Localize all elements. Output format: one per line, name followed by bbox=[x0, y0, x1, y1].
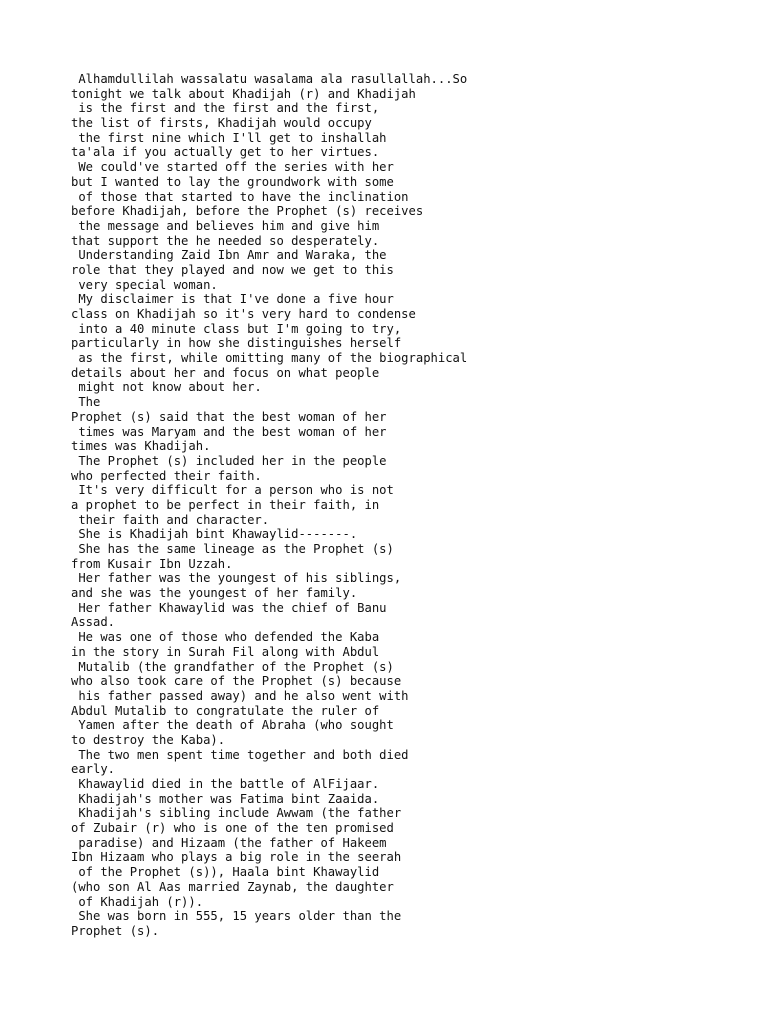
text-line: of Khadijah (r)). bbox=[71, 894, 204, 909]
text-line: the list of firsts, Khadijah would occupy bbox=[71, 116, 372, 131]
text-line: very special woman. bbox=[71, 277, 218, 292]
text-line: a prophet to be perfect in their faith, in bbox=[71, 497, 380, 512]
text-line: class on Khadijah so it's very hard to condense bbox=[71, 307, 416, 321]
text-line: Khadijah's sibling include Awwam (the father bbox=[71, 806, 402, 821]
text-line: in the story in Surah Fil along with Abdul bbox=[71, 644, 380, 659]
text-line: as the first, while omitting many of the biographical bbox=[71, 351, 468, 366]
text-line: role that they played and now we get to this bbox=[71, 262, 394, 277]
text-line: is the first and the first and the first, bbox=[71, 101, 380, 116]
text-line: The two men spent time together and both died bbox=[71, 747, 409, 762]
text-line: paradise) and Hizaam (the father of Hakeem bbox=[71, 835, 387, 850]
text-line: The Prophet (s) included her in the people bbox=[71, 453, 387, 468]
text-line: Mutalib (the grandfather of the Prophet (s) bbox=[71, 659, 394, 674]
text-line: early. bbox=[71, 762, 116, 777]
text-line: of Zubair (r) who is one of the ten promised bbox=[71, 821, 394, 836]
text-line: the first nine which I'll get to inshallah bbox=[71, 130, 387, 145]
text-line: ta'ala if you actually get to her virtues. bbox=[71, 145, 380, 160]
text-line: He was one of those who defended the Kaba bbox=[71, 630, 380, 645]
text-line: Ibn Hizaam who plays a big role in the seerah bbox=[71, 850, 402, 865]
text-line: Prophet (s). bbox=[71, 923, 160, 938]
text-line: She was born in 555, 15 years older than the bbox=[71, 909, 402, 924]
text-line: Khadijah's mother was Fatima bint Zaaida. bbox=[71, 791, 380, 806]
text-line: particularly in how she distinguishes herself bbox=[71, 336, 402, 351]
text-line: We could've started off the series with her bbox=[71, 160, 394, 175]
text-line: to destroy the Kaba). bbox=[71, 732, 226, 747]
text-line: (who son Al Aas married Zaynab, the daughter bbox=[71, 879, 394, 894]
text-line: It's very difficult for a person who is not bbox=[71, 483, 394, 498]
text-line: might not know about her. bbox=[71, 380, 262, 395]
text-line: of those that started to have the inclination bbox=[71, 189, 409, 204]
text-line: into a 40 minute class but I'm going to try, bbox=[71, 321, 402, 336]
text-line: My disclaimer is that I've done a five hour bbox=[71, 292, 394, 307]
text-line: but I wanted to lay the groundwork with some bbox=[71, 174, 394, 189]
text-line: before Khadijah, before the Prophet (s) receives bbox=[71, 204, 424, 219]
text-line: that support the he needed so desperately. bbox=[71, 233, 380, 248]
text-line: Prophet (s) said that the best woman of her bbox=[71, 409, 387, 424]
text-line: She is Khadijah bint Khawaylid-------. bbox=[71, 527, 358, 542]
text-line: times was Maryam and the best woman of her bbox=[71, 424, 387, 439]
text-line: The bbox=[71, 395, 101, 410]
text-line: Her father was the youngest of his siblings, bbox=[71, 571, 402, 586]
text-line: Yamen after the death of Abraha (who sought bbox=[71, 718, 394, 733]
text-line: Understanding Zaid Ibn Amr and Waraka, the bbox=[71, 248, 387, 263]
text-line: Khawaylid died in the battle of AlFijaar. bbox=[71, 777, 380, 791]
text-line: who perfected their faith. bbox=[71, 468, 262, 483]
text-line: their faith and character. bbox=[71, 512, 270, 527]
text-line: details about her and focus on what people bbox=[71, 365, 380, 380]
text-line: times was Khadijah. bbox=[71, 439, 211, 454]
text-line: tonight we talk about Khadijah (r) and Khadijah bbox=[71, 86, 416, 101]
text-line: She has the same lineage as the Prophet (s) bbox=[71, 542, 394, 556]
text-line: from Kusair Ibn Uzzah. bbox=[71, 556, 233, 571]
text-line: Her father Khawaylid was the chief of Banu bbox=[71, 600, 387, 615]
text-line: of the Prophet (s)), Haala bint Khawaylid bbox=[71, 865, 380, 880]
text-line: the message and believes him and give him bbox=[71, 218, 380, 233]
text-line: his father passed away) and he also went with bbox=[71, 688, 409, 703]
text-line: and she was the youngest of her family. bbox=[71, 586, 358, 601]
text-line: Assad. bbox=[71, 615, 116, 630]
document-page bbox=[71, 72, 751, 939]
text-line: Abdul Mutalib to congratulate the ruler of bbox=[71, 703, 380, 718]
text-line: Alhamdullilah wassalatu wasalama ala rasullallah...So bbox=[71, 72, 468, 86]
text-line: who also took care of the Prophet (s) because bbox=[71, 674, 402, 689]
